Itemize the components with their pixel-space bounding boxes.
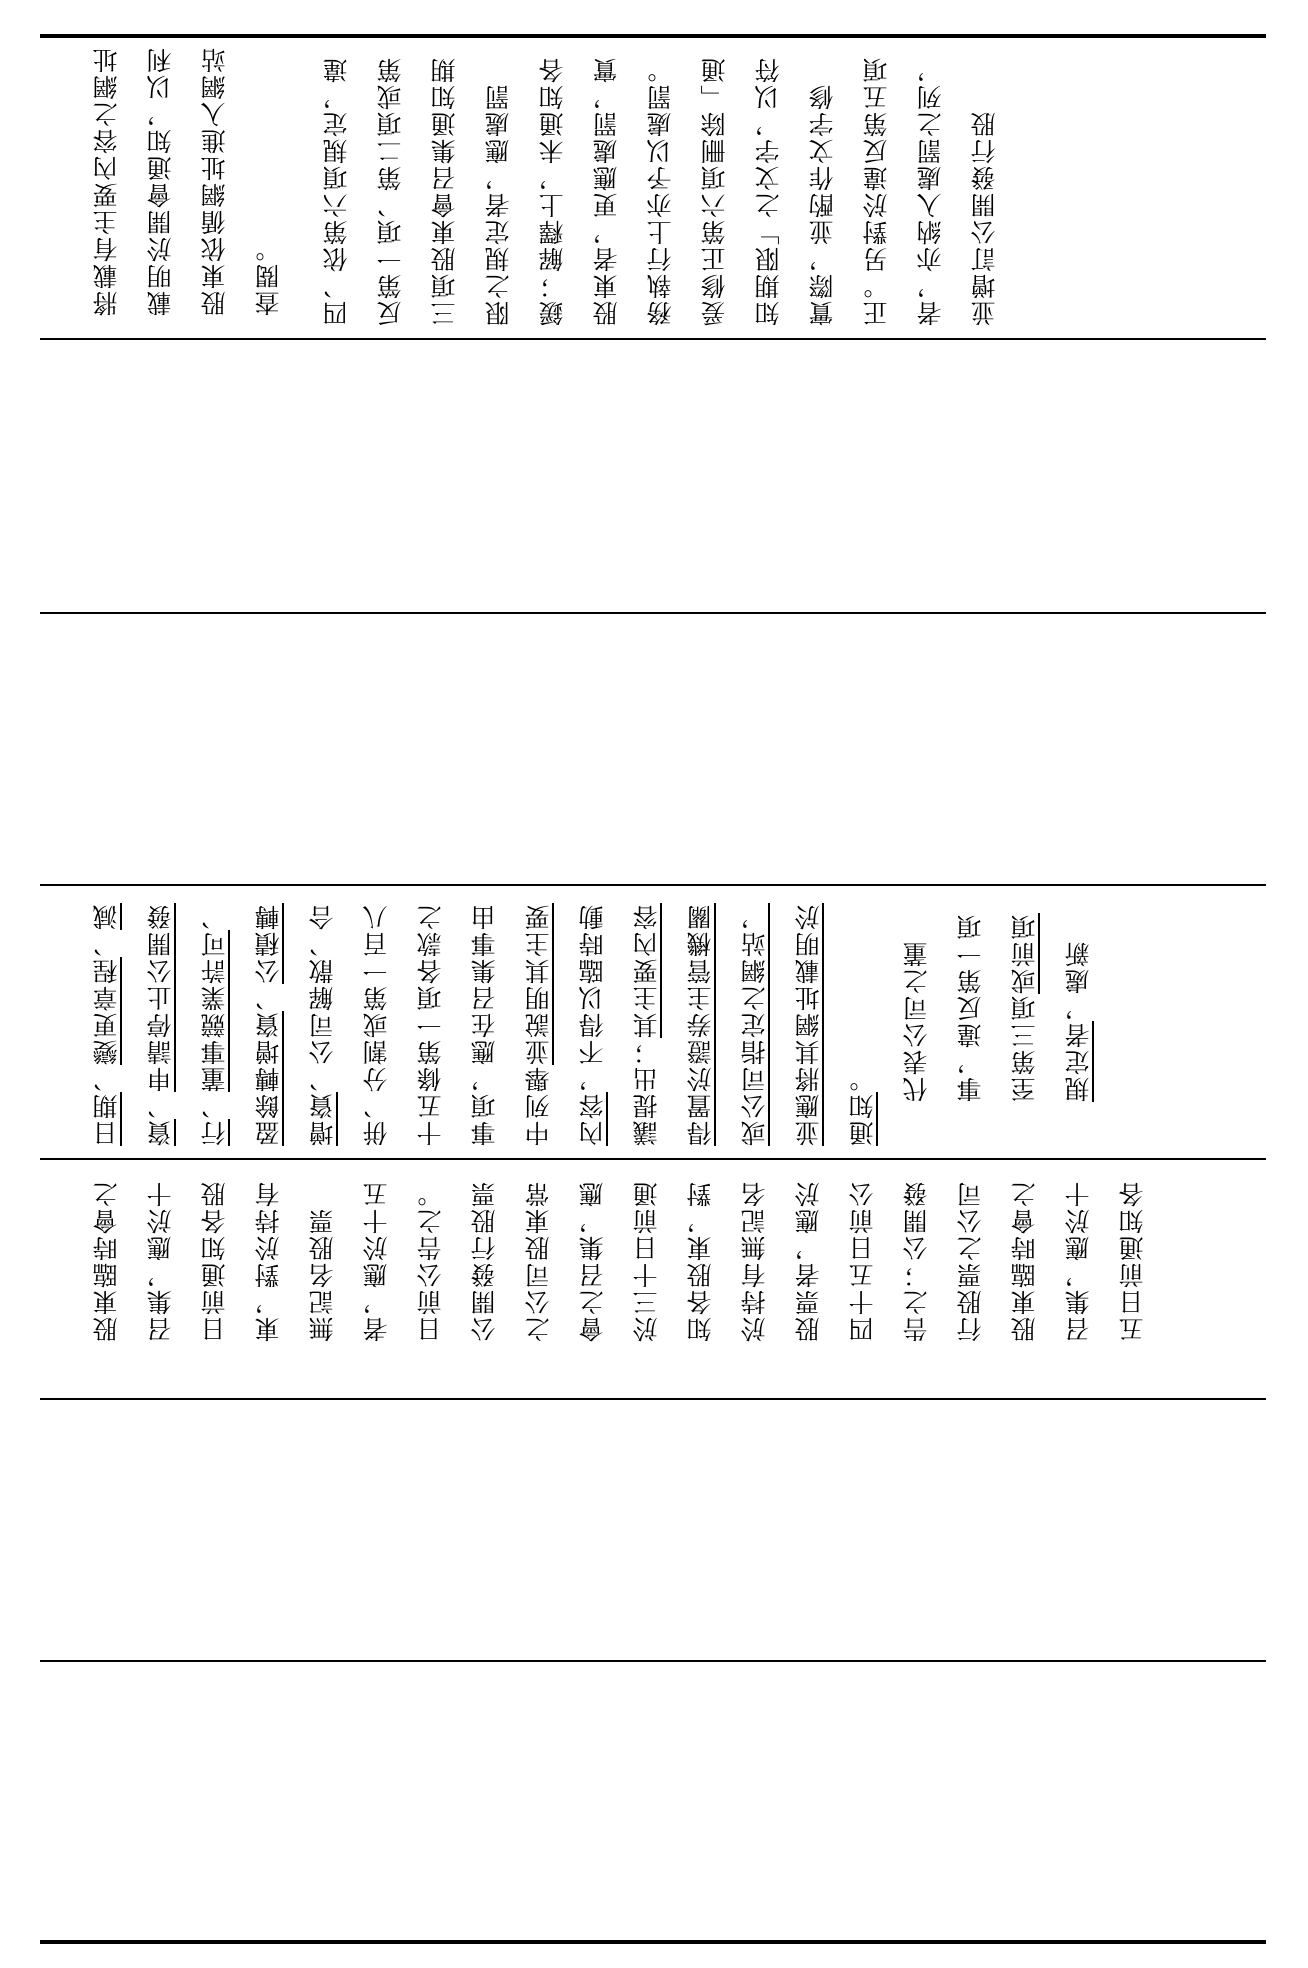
amended-term-delisting: 申請停止公開發行 [146, 903, 229, 1146]
explanation-cell [40, 40, 1266, 336]
amended-text-body: 、公司解散、合併、分割或第一百八十五條第一項各款之事項，應在召集事由中列舉 [308, 903, 553, 1146]
explanation-paragraph-2: 四、依第六項規定，違反第一項、第二項或第三項股東會召集通知期限之規定者，應處罰鍰；解釋上，未通知各股東者，更應處罰，實務執行上亦予以處罰。爰修正第六項刪除「通知期限」之文字，以符實際，並酌作文字修正。另對於違反第五項者，亦納入處罰之列，並增訂公開發行股 [322, 56, 999, 326]
bottom-border [40, 1940, 1266, 1944]
current-article-paragraph-1: 股東臨時會之召集，應於十日前通知各股東，對於持有無記名股票者，應於十五日前公告之。 [92, 1180, 445, 1342]
punct: 。 [848, 1065, 877, 1092]
amended-term-website: 其主要內容得置於證券主管機關或公司指定之網站，並應將其網址載明於通知 [632, 903, 877, 1146]
top-border [40, 34, 1266, 38]
amended-text-body-3: 代表公司之董事，違反第一項至第三項 [902, 913, 1039, 1102]
amended-term-reserve: 公積轉增資 [254, 903, 337, 1146]
row-divider-4 [40, 1158, 1266, 1160]
row-divider-5 [40, 1398, 1266, 1400]
row-divider-1 [40, 338, 1266, 340]
punct: 、 [92, 1065, 121, 1092]
amended-article-text [80, 888, 890, 1146]
row-divider-3 [40, 884, 1266, 886]
punct: 、 [200, 1092, 229, 1119]
amended-term-explain: 並說明其主要內容 [524, 903, 607, 1146]
row-divider-6 [40, 1660, 1266, 1662]
amended-term-date: 日期 [92, 1092, 121, 1146]
punct: 、 [92, 930, 121, 957]
current-article-cell [40, 1162, 1266, 1396]
explanation-paragraph-1: 將載有主要內容之網址載明於開會通知，以利股東依循網址進入網站查閱。 [92, 46, 283, 316]
punct: 、 [146, 1092, 175, 1119]
amended-term-capital-reduction: 減資 [92, 903, 175, 1146]
amended-term-preceding: 或前項規定者 [1010, 913, 1093, 1102]
amended-text-body-2: ，不得以臨時動議提出； [578, 903, 661, 1146]
amended-article-paragraph-2 [890, 888, 1106, 1146]
row-divider-2 [40, 612, 1266, 614]
amended-article-cell [40, 888, 1266, 1156]
punct: 、 [200, 903, 229, 930]
punct: 、 [254, 984, 283, 1011]
amended-text-body-4: ，處新 [1064, 940, 1093, 1021]
amended-term-charter: 變更章程 [92, 957, 121, 1065]
amended-term-competition: 董事競業許可 [200, 930, 229, 1092]
current-article-paragraph-2: 公開發行股票之公司股東常會之召集，應於三十日前通知各股東，對於持有無記名股票者，應於四十五日前公告之；公開發行股票之公司股東臨時會之召集，應於十五日前通知各 [470, 1180, 1147, 1342]
amended-term-surplus: 盈餘轉增資 [254, 1011, 283, 1146]
